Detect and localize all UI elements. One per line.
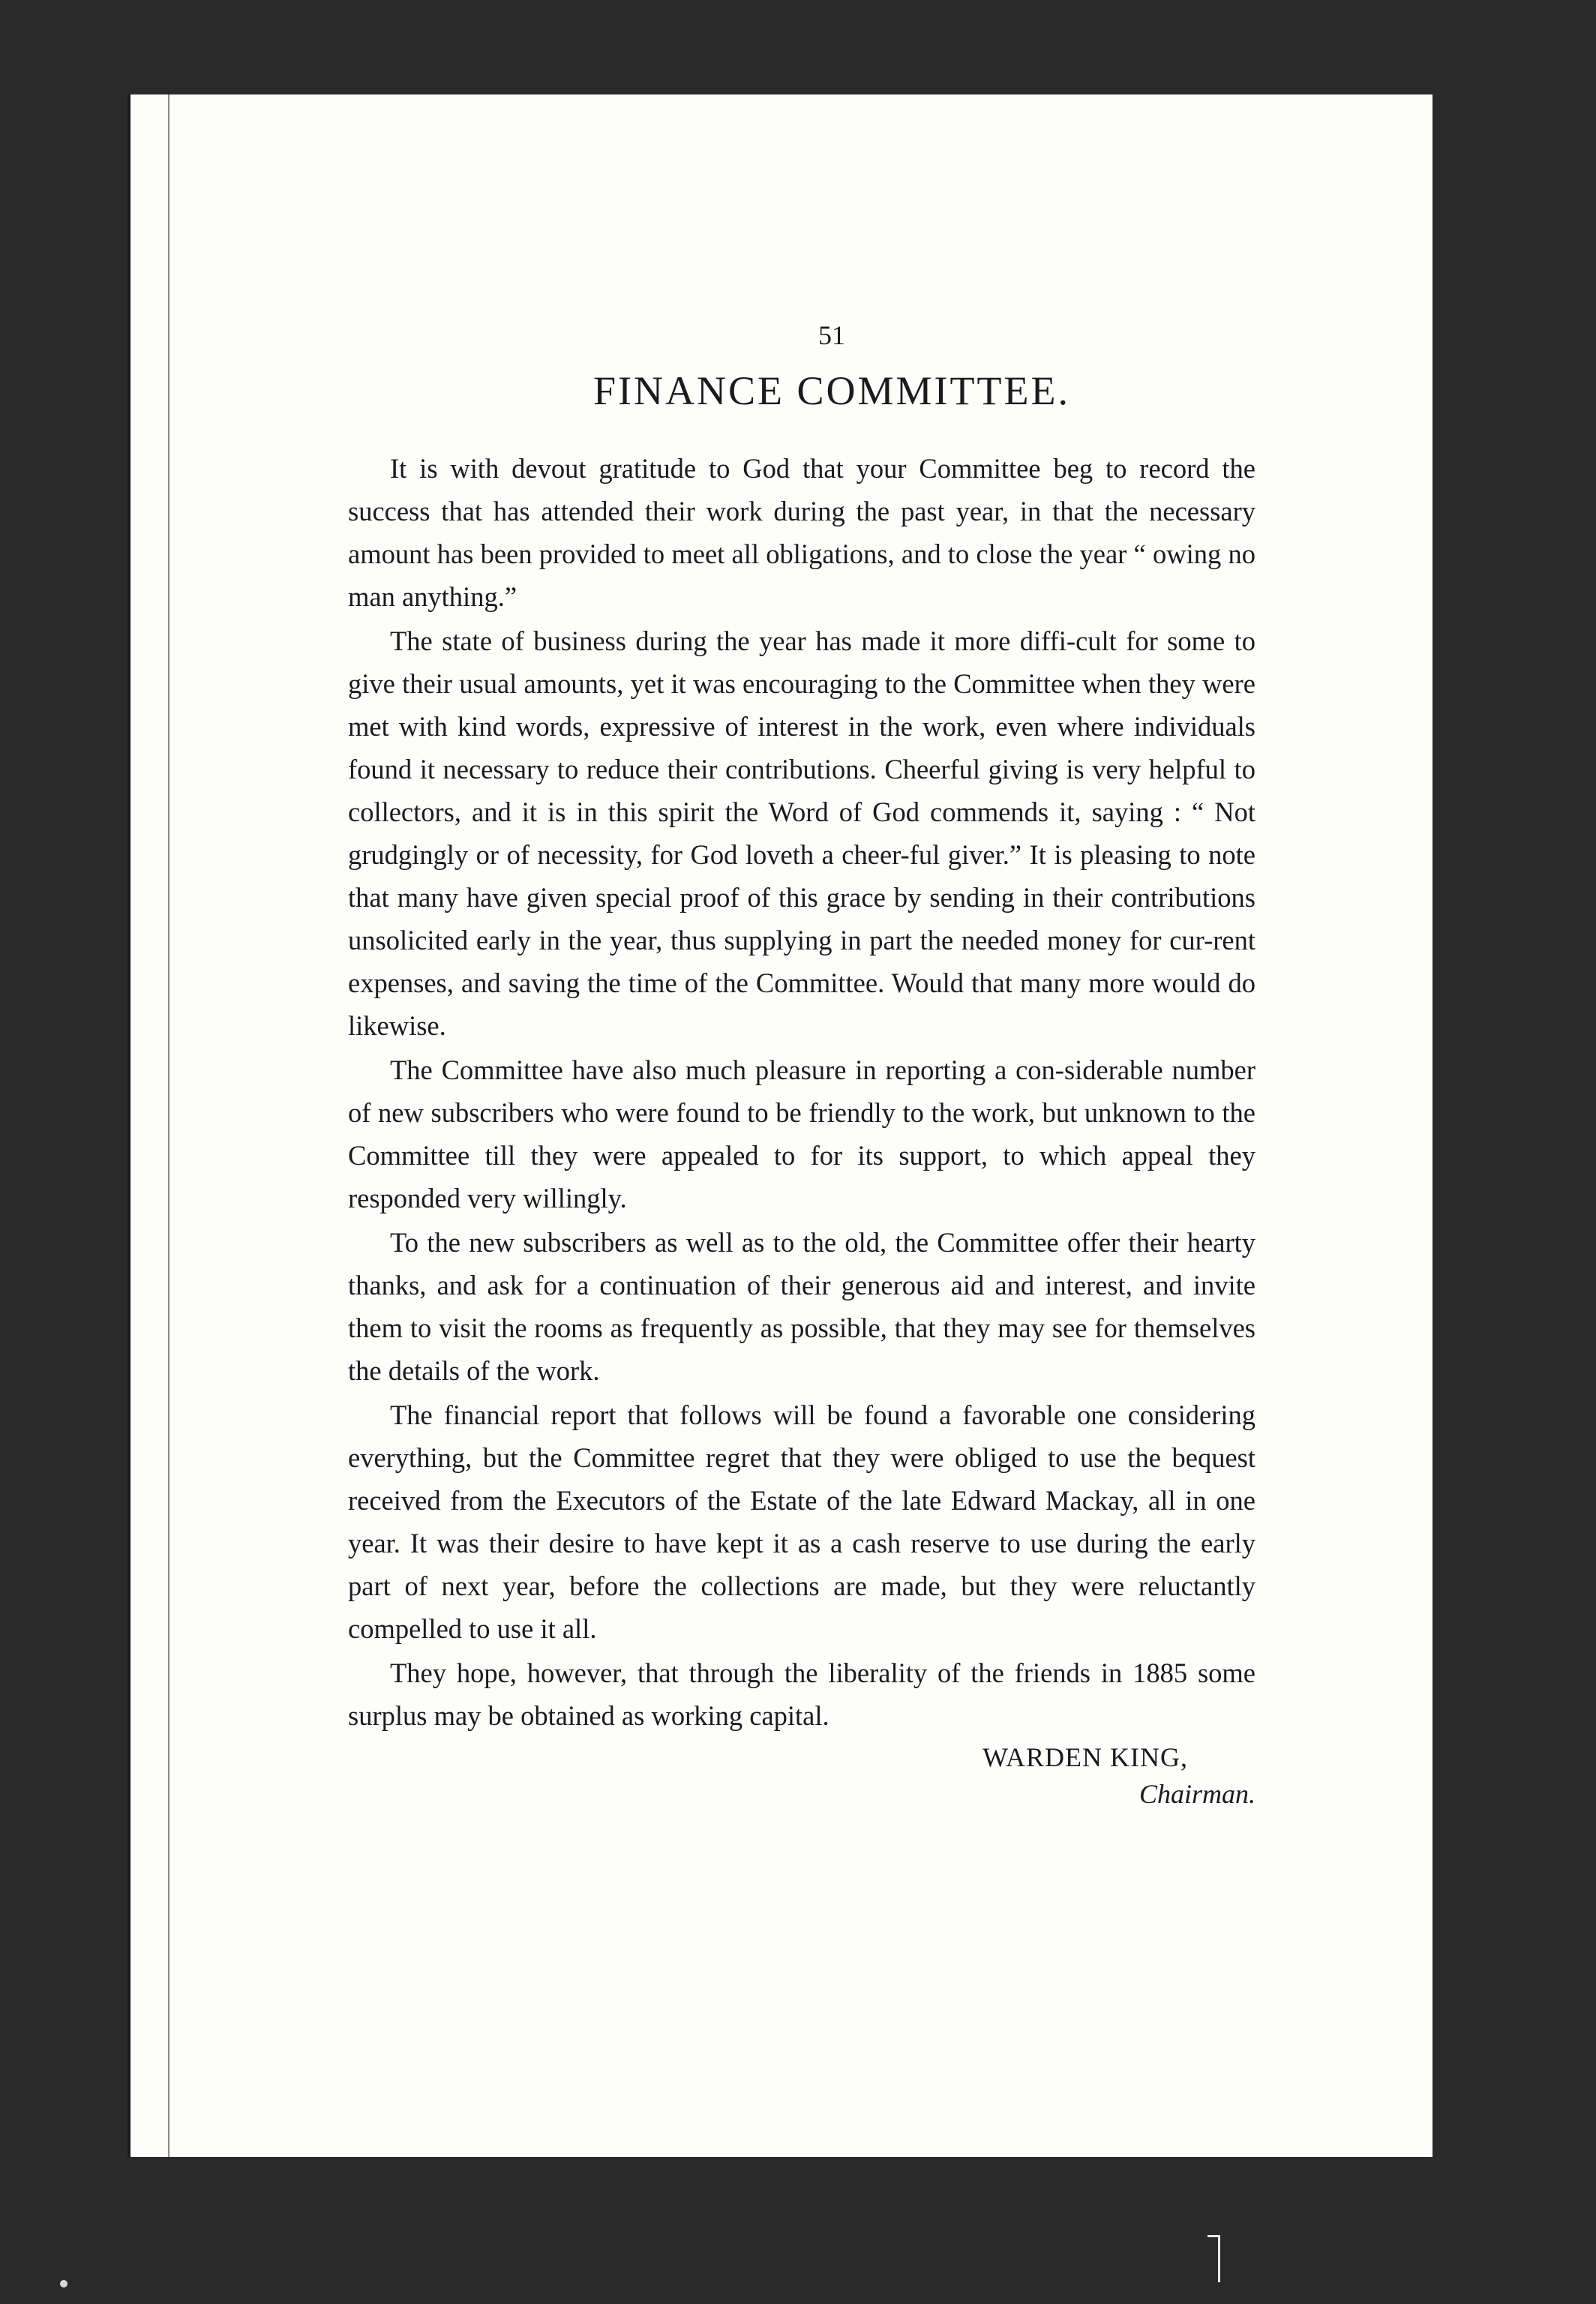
paragraph-1: It is with devout gratitude to God that your Committee beg to record the success that has attended their work during the past year, in that the necessary amount has been provided to meet all obligations, and to close the year “ owing no man anything.” (348, 453, 1256, 612)
paragraph-5: The financial report that follows will be found a favorable one considering everything, but the Committee regret that they were obliged to use the bequest received from the Executors of the Estate of the late Edward Mackay, all in one year. It was their desire to have kept it as a cash reserve to use during the early part of next year, before the collections are made, but they were reluctantly compelled to use it all. (348, 1400, 1256, 1644)
page-number: 51 (818, 320, 845, 350)
section-heading: FINANCE COMMITTEE. (593, 368, 1070, 413)
paragraph-6: They hope, however, that through the liberality of the friends in 1885 some surplus may be obtained as working capital. (348, 1658, 1256, 1731)
paragraph-2: The state of business during the year has made it more diffi-cult for some to give their usual amounts, yet it was encouraging to the Committee when they were met with kind words, expressive of interest in the work, even where individuals found it necessary to reduce their contributions. Cheerful giving is very helpful to collectors, and it is in this spirit the Word of God commends it, saying : “ Not grudgingly or of necessity, for God loveth a cheer-ful giver.” It is pleasing to note that many have given special proof of this grace by sending in their contributions unsolicited early in the year, thus supplying in part the needed money for cur-rent expenses, and saving the time of the Committee. Would that many more would do likewise. (348, 626, 1256, 1041)
scan-edge-mark (1208, 2235, 1220, 2282)
paragraph-3: The Committee have also much pleasure in reporting a con-siderable number of new subscribers who were found to be friendly to the work, but unknown to the Committee till they were appealed to for its support, to which appeal they responded very willingly. (348, 1054, 1256, 1214)
document-page (128, 94, 1432, 2157)
signature-name: WARDEN KING, (982, 1742, 1188, 1772)
paragraph-4: To the new subscribers as well as to the old, the Committee offer their hearty thanks, and ask for a continuation of their generous aid and interest, and invite them to visit the rooms as frequently as possible, that they may see for themselves the details of the work. (348, 1227, 1256, 1386)
page-text-block (348, 320, 1256, 1815)
scan-dust-mark (60, 2280, 68, 2288)
signature-role: Chairman. (1138, 1779, 1256, 1809)
